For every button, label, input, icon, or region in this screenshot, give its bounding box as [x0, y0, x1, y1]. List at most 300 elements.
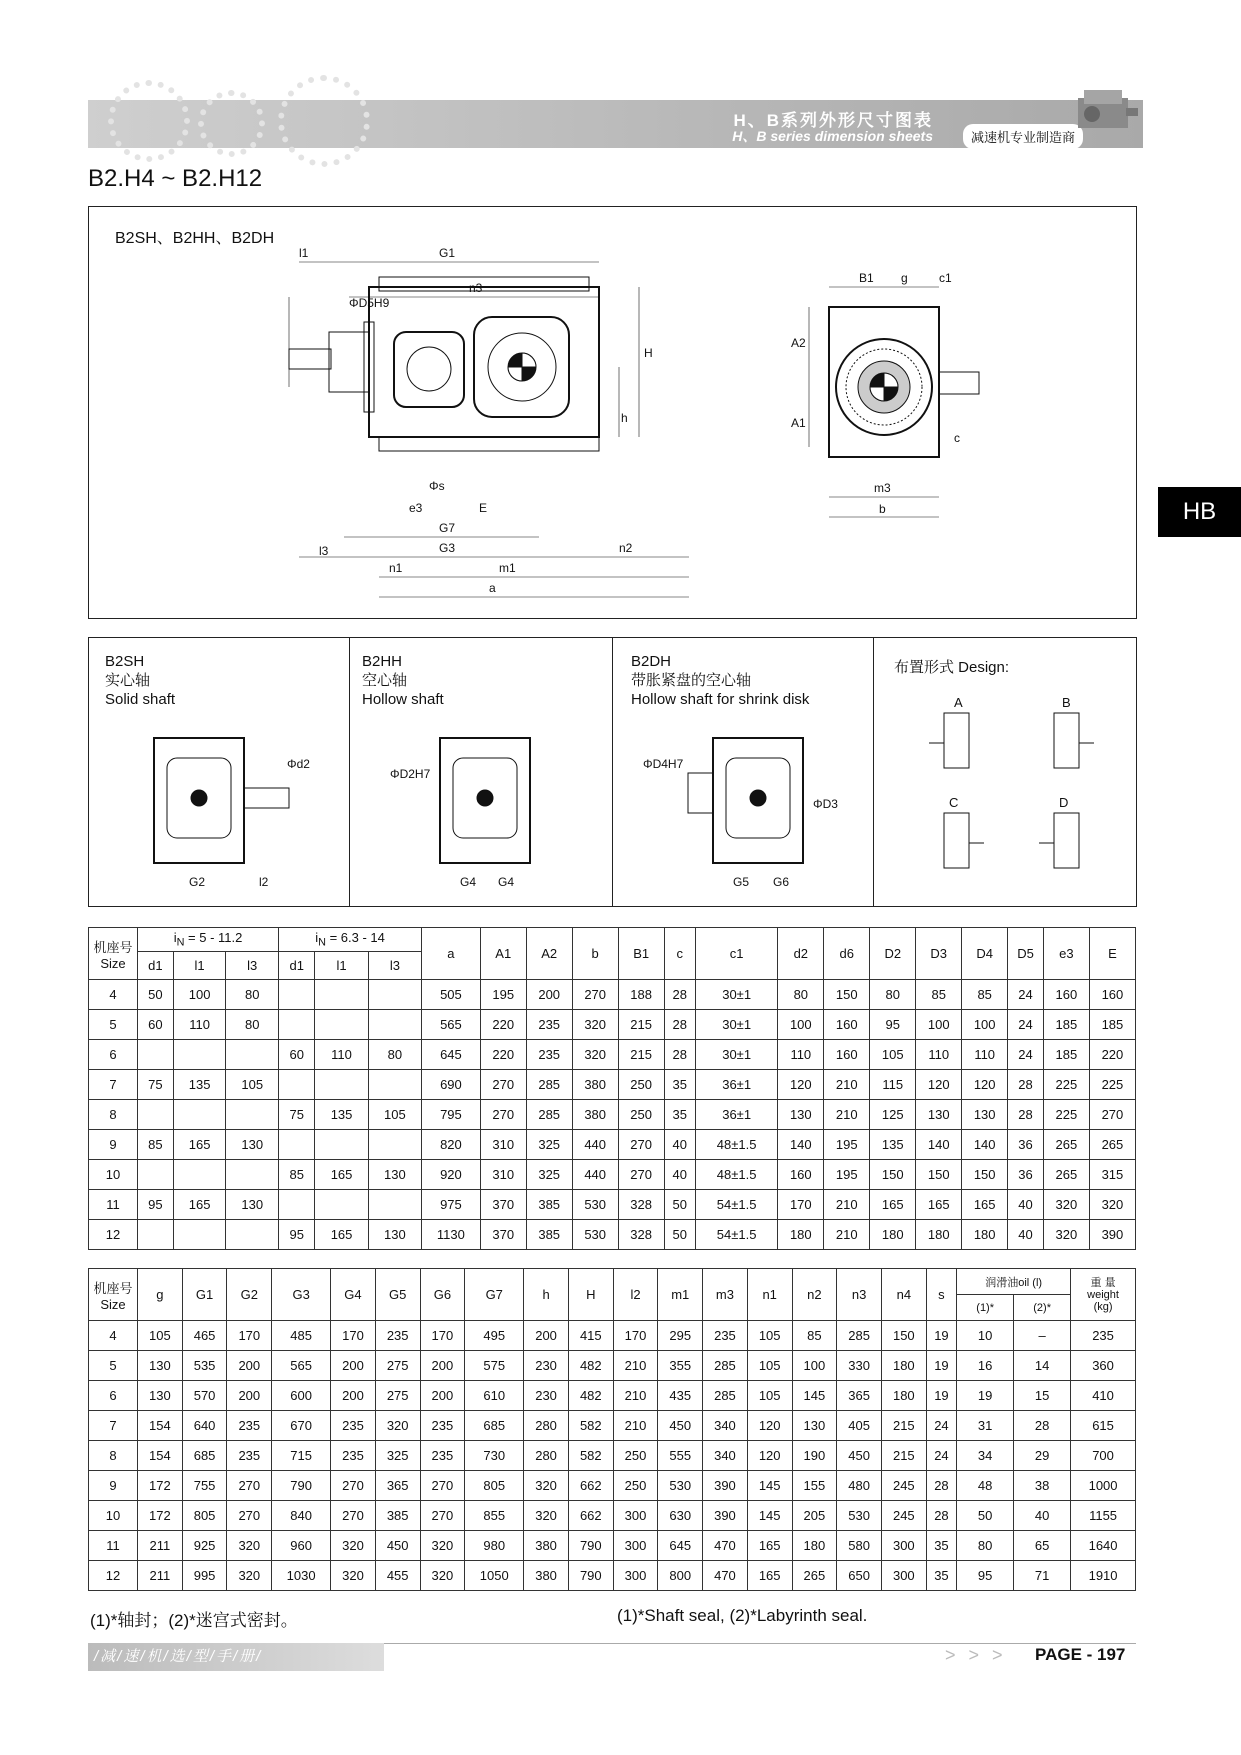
table-cell: 80 — [226, 1010, 279, 1040]
table-cell: 280 — [524, 1411, 569, 1441]
table-cell: 19 — [926, 1321, 956, 1351]
table-cell: 15 — [1014, 1381, 1071, 1411]
column-header: G4 — [331, 1269, 376, 1321]
table-cell: 150 — [962, 1160, 1008, 1190]
table-cell: 225 — [1089, 1070, 1135, 1100]
table-cell: 130 — [368, 1220, 421, 1250]
table-cell: 280 — [524, 1441, 569, 1471]
table-cell: 145 — [747, 1471, 792, 1501]
oil-header: 润滑油oil (l) — [957, 1269, 1071, 1295]
size-cell: 9 — [89, 1130, 138, 1160]
variant-code: B2SH — [105, 653, 145, 670]
table-cell: 185 — [1043, 1040, 1089, 1070]
table-cell — [368, 1010, 421, 1040]
column-header: D5 — [1008, 928, 1044, 980]
table-cell: 40 — [1008, 1220, 1044, 1250]
table-cell: 205 — [792, 1501, 837, 1531]
table-cell: 36±1 — [695, 1070, 777, 1100]
design-option-d: D — [1059, 795, 1069, 810]
svg-text:Φd2: Φd2 — [287, 757, 310, 771]
column-header: s — [926, 1269, 956, 1321]
table-cell: 190 — [792, 1441, 837, 1471]
column-header: G6 — [420, 1269, 465, 1321]
table-cell: 220 — [480, 1040, 526, 1070]
table-cell: 265 — [1043, 1160, 1089, 1190]
table-cell: 120 — [778, 1070, 824, 1100]
table-cell: 165 — [315, 1160, 368, 1190]
svg-text:E: E — [479, 501, 488, 515]
weight-header — [1071, 1269, 1136, 1321]
table-cell: 285 — [703, 1351, 748, 1381]
table-cell: 265 — [1089, 1130, 1135, 1160]
table-cell: 340 — [703, 1411, 748, 1441]
table-cell: 75 — [279, 1100, 315, 1130]
table-cell — [315, 980, 368, 1010]
sub-header: l3 — [226, 952, 279, 980]
table-row — [89, 1501, 1136, 1531]
table-cell: 530 — [658, 1471, 703, 1501]
column-header: h — [524, 1269, 569, 1321]
table-cell: 28 — [926, 1501, 956, 1531]
table-cell: 405 — [837, 1411, 882, 1441]
design-option-a: A — [954, 695, 963, 710]
table-cell: 270 — [618, 1130, 664, 1160]
table-cell — [315, 1130, 368, 1160]
table-cell: 960 — [272, 1531, 331, 1561]
svg-text:G4: G4 — [460, 875, 477, 889]
table-cell: 650 — [837, 1561, 882, 1591]
table-cell — [315, 1190, 368, 1220]
table-cell: 215 — [881, 1441, 926, 1471]
table-cell: 160 — [824, 1040, 870, 1070]
table-cell — [315, 1070, 368, 1100]
table-cell: 530 — [837, 1501, 882, 1531]
column-header: l2 — [613, 1269, 658, 1321]
table-cell: 580 — [837, 1531, 882, 1561]
table-cell: 328 — [618, 1220, 664, 1250]
table-cell: 170 — [613, 1321, 658, 1351]
table-cell: 800 — [658, 1561, 703, 1591]
table-cell: 480 — [837, 1471, 882, 1501]
table-cell: 310 — [480, 1160, 526, 1190]
table-cell: 320 — [1043, 1220, 1089, 1250]
table-cell: 220 — [480, 1010, 526, 1040]
table-cell: 245 — [881, 1501, 926, 1531]
svg-text:A1: A1 — [791, 416, 806, 430]
table-cell: 170 — [778, 1190, 824, 1220]
svg-text:ΦD3: ΦD3 — [813, 797, 838, 811]
page-number: PAGE - 197 — [1035, 1645, 1126, 1664]
table-cell — [315, 1010, 368, 1040]
table-cell: 160 — [778, 1160, 824, 1190]
svg-text:G3: G3 — [439, 541, 456, 555]
table-cell — [279, 980, 315, 1010]
table-row — [89, 1100, 1136, 1130]
table-cell: 180 — [870, 1220, 916, 1250]
table-cell: 172 — [138, 1471, 183, 1501]
table-cell: 34 — [957, 1441, 1014, 1471]
table-cell: 685 — [182, 1441, 227, 1471]
table-cell: 100 — [792, 1351, 837, 1381]
table-cell: 100 — [778, 1010, 824, 1040]
table-cell: 135 — [173, 1070, 226, 1100]
table-cell — [368, 1070, 421, 1100]
table-row — [89, 1040, 1136, 1070]
table-cell: 19 — [926, 1351, 956, 1381]
table-cell: 235 — [1071, 1321, 1136, 1351]
svg-text:l1: l1 — [299, 246, 309, 260]
table-cell: 110 — [315, 1040, 368, 1070]
size-cell: 4 — [89, 980, 138, 1010]
svg-text:m3: m3 — [874, 481, 891, 495]
table-cell: 135 — [315, 1100, 368, 1130]
table-row — [89, 980, 1136, 1010]
column-header: G3 — [272, 1269, 331, 1321]
drawing-label: B2SH、B2HH、B2DH — [115, 230, 275, 247]
table-cell: 105 — [368, 1100, 421, 1130]
table-cell: 85 — [962, 980, 1008, 1010]
manufacturer-badge: 减速机专业制造商 — [963, 124, 1083, 149]
table-cell: 235 — [420, 1441, 465, 1471]
table-cell: 415 — [568, 1321, 613, 1351]
table-row — [89, 1070, 1136, 1100]
size-cell: 8 — [89, 1100, 138, 1130]
table-cell: 645 — [658, 1531, 703, 1561]
table-cell: 465 — [182, 1321, 227, 1351]
table-cell: 300 — [613, 1531, 658, 1561]
svg-text:G7: G7 — [439, 521, 456, 535]
ratio-range: = 6.3 - 14 — [325, 930, 385, 946]
table-cell: 110 — [778, 1040, 824, 1070]
table-cell: 975 — [422, 1190, 481, 1220]
table-cell: 320 — [331, 1531, 376, 1561]
table-cell: 690 — [422, 1070, 481, 1100]
table-cell: 210 — [613, 1411, 658, 1441]
table-cell: 130 — [138, 1381, 183, 1411]
table-row — [89, 1561, 1136, 1591]
design-option-c: C — [949, 795, 959, 810]
ratio-group-2-header — [279, 928, 422, 952]
table-cell: 110 — [962, 1040, 1008, 1070]
table-cell: 925 — [182, 1531, 227, 1561]
table-cell: 235 — [526, 1040, 572, 1070]
table-cell: 180 — [881, 1381, 926, 1411]
table-cell: 582 — [568, 1411, 613, 1441]
table-cell: 265 — [792, 1561, 837, 1591]
column-header: B1 — [618, 928, 664, 980]
table-cell: 24 — [1008, 1010, 1044, 1040]
table-cell: 145 — [792, 1381, 837, 1411]
table-cell: 188 — [618, 980, 664, 1010]
table-cell: 80 — [778, 980, 824, 1010]
table-cell: 35 — [926, 1531, 956, 1561]
design-option-b: B — [1062, 695, 1071, 710]
table-cell: 250 — [613, 1471, 658, 1501]
size-cell: 9 — [89, 1471, 138, 1501]
table-cell: 28 — [1014, 1411, 1071, 1441]
table-cell: 211 — [138, 1531, 183, 1561]
table-cell: 320 — [524, 1501, 569, 1531]
table-cell — [173, 1220, 226, 1250]
table-cell: 16 — [957, 1351, 1014, 1381]
sub-header: d1 — [279, 952, 315, 980]
table-cell: 155 — [792, 1471, 837, 1501]
table-cell: 105 — [747, 1321, 792, 1351]
table-cell: 270 — [227, 1501, 272, 1531]
table-cell: 270 — [618, 1160, 664, 1190]
table-cell: 355 — [658, 1351, 703, 1381]
table-cell: 385 — [375, 1501, 420, 1531]
size-cell: 6 — [89, 1381, 138, 1411]
svg-text:G4: G4 — [498, 875, 515, 889]
table-cell: 715 — [272, 1441, 331, 1471]
table-cell: 320 — [572, 1010, 618, 1040]
variant-name-en: Hollow shaft for shrink disk — [631, 691, 810, 708]
svg-text:g: g — [901, 271, 908, 285]
table-cell: 80 — [870, 980, 916, 1010]
table-cell: 28 — [664, 1010, 695, 1040]
table-cell: 662 — [568, 1501, 613, 1531]
table-cell: 36±1 — [695, 1100, 777, 1130]
table-row — [89, 1160, 1136, 1190]
table-cell: 200 — [331, 1351, 376, 1381]
table-cell: 265 — [1043, 1130, 1089, 1160]
table-cell: 195 — [824, 1160, 870, 1190]
dimension-table-1 — [88, 927, 1136, 1250]
table-cell: 270 — [480, 1070, 526, 1100]
table-cell: 28 — [1008, 1100, 1044, 1130]
svg-text:G1: G1 — [439, 246, 456, 260]
table-cell: 805 — [182, 1501, 227, 1531]
table-cell — [173, 1100, 226, 1130]
svg-text:l3: l3 — [319, 544, 329, 558]
table-row — [89, 1531, 1136, 1561]
table-cell: 582 — [568, 1441, 613, 1471]
variant-name-cn: 空心轴 — [362, 672, 408, 689]
table-row — [89, 1471, 1136, 1501]
table-cell: 120 — [747, 1441, 792, 1471]
table-cell — [138, 1220, 174, 1250]
table-cell: 380 — [572, 1070, 618, 1100]
table-cell: 450 — [658, 1411, 703, 1441]
column-header: n4 — [881, 1269, 926, 1321]
table-cell: 145 — [747, 1501, 792, 1531]
table-cell: 328 — [618, 1190, 664, 1220]
table-cell: 470 — [703, 1531, 748, 1561]
table-cell: 48 — [957, 1471, 1014, 1501]
table-cell: 185 — [1043, 1010, 1089, 1040]
table-cell: 110 — [173, 1010, 226, 1040]
table-cell: 275 — [375, 1381, 420, 1411]
svg-text:e3: e3 — [409, 501, 423, 515]
table-cell: 172 — [138, 1501, 183, 1531]
table-cell: 235 — [526, 1010, 572, 1040]
table-cell: 365 — [375, 1471, 420, 1501]
table-cell: 30±1 — [695, 980, 777, 1010]
weight-label-en: weight — [1087, 1288, 1119, 1301]
table-row — [89, 1441, 1136, 1471]
table-cell: 80 — [226, 980, 279, 1010]
main-drawing-panel — [88, 206, 1137, 619]
header-title-cn: H、B系列外形尺寸图表 — [733, 111, 933, 130]
table-cell: 275 — [375, 1351, 420, 1381]
size-header — [89, 928, 138, 980]
table-cell: 320 — [227, 1531, 272, 1561]
table-cell: 165 — [747, 1531, 792, 1561]
table-cell — [226, 1220, 279, 1250]
table-cell: 325 — [526, 1130, 572, 1160]
table-cell: 200 — [420, 1381, 465, 1411]
table-cell: 310 — [480, 1130, 526, 1160]
table-cell: 270 — [227, 1471, 272, 1501]
model-range-title: B2.H4 ~ B2.H12 — [88, 165, 263, 192]
table-cell: 35 — [926, 1561, 956, 1591]
table-cell: 795 — [422, 1100, 481, 1130]
svg-text:b: b — [879, 502, 886, 516]
svg-text:B1: B1 — [859, 271, 874, 285]
table-row — [89, 1351, 1136, 1381]
table-cell: 10 — [957, 1321, 1014, 1351]
table-cell: 105 — [138, 1321, 183, 1351]
table-cell: 300 — [881, 1531, 926, 1561]
table-1-body — [89, 980, 1136, 1250]
svg-text:H: H — [644, 346, 653, 360]
table-cell: 19 — [926, 1381, 956, 1411]
table-cell: 130 — [778, 1100, 824, 1130]
svg-text:n3: n3 — [469, 281, 483, 295]
table-cell: 685 — [465, 1411, 524, 1441]
table-cell: 235 — [375, 1321, 420, 1351]
table-cell: 470 — [703, 1561, 748, 1591]
variant-code: B2DH — [631, 653, 672, 670]
table-cell: 300 — [881, 1561, 926, 1591]
table-cell: 390 — [703, 1501, 748, 1531]
variant-name-en: Hollow shaft — [362, 691, 444, 708]
table-cell: 570 — [182, 1381, 227, 1411]
header-title-en: H、B series dimension sheets — [732, 128, 933, 144]
gear-decoration-icon — [278, 75, 370, 167]
table-cell: 160 — [824, 1010, 870, 1040]
table-cell: 630 — [658, 1501, 703, 1531]
table-cell: 855 — [465, 1501, 524, 1531]
table-cell: 575 — [465, 1351, 524, 1381]
column-header: A1 — [480, 928, 526, 980]
table-cell: 235 — [331, 1441, 376, 1471]
table-cell: 28 — [664, 980, 695, 1010]
ratio-symbol: i — [315, 930, 319, 946]
size-cell: 10 — [89, 1501, 138, 1531]
table-cell: 165 — [173, 1190, 226, 1220]
table-cell: 165 — [916, 1190, 962, 1220]
table-cell: 450 — [837, 1441, 882, 1471]
table-cell: 200 — [420, 1351, 465, 1381]
table-cell: 300 — [613, 1561, 658, 1591]
size-cell: 11 — [89, 1190, 138, 1220]
table-cell: 125 — [870, 1100, 916, 1130]
table-cell: 135 — [870, 1130, 916, 1160]
table-cell — [279, 1070, 315, 1100]
table-cell: 80 — [957, 1531, 1014, 1561]
table-cell: 180 — [778, 1220, 824, 1250]
table-cell: 200 — [227, 1381, 272, 1411]
table-cell: 48±1.5 — [695, 1160, 777, 1190]
table-cell: 50 — [664, 1190, 695, 1220]
table-cell: 154 — [138, 1441, 183, 1471]
table-cell: 48±1.5 — [695, 1130, 777, 1160]
table-cell: 440 — [572, 1130, 618, 1160]
table-row — [89, 1220, 1136, 1250]
table-cell: 165 — [315, 1220, 368, 1250]
variant-name-cn: 实心轴 — [105, 672, 151, 689]
table-row — [89, 1321, 1136, 1351]
table-cell: 300 — [613, 1501, 658, 1531]
column-header: D4 — [962, 928, 1008, 980]
table-cell: 100 — [173, 980, 226, 1010]
table-cell: 35 — [664, 1100, 695, 1130]
table-cell — [226, 1160, 279, 1190]
footnote-en: (1)*Shaft seal, (2)*Labyrinth seal. — [617, 1606, 868, 1625]
table-cell — [226, 1100, 279, 1130]
table-cell: 200 — [524, 1321, 569, 1351]
table-cell: 615 — [1071, 1411, 1136, 1441]
column-header: H — [568, 1269, 613, 1321]
table-cell: 495 — [465, 1321, 524, 1351]
table-cell: 645 — [422, 1040, 481, 1070]
table-cell: 160 — [1043, 980, 1089, 1010]
table-cell: 295 — [658, 1321, 703, 1351]
svg-text:c: c — [954, 431, 960, 445]
table-cell: 210 — [824, 1190, 870, 1220]
table-cell: 200 — [526, 980, 572, 1010]
table-cell: 180 — [916, 1220, 962, 1250]
variant-panel-shrink-disk — [612, 637, 875, 907]
table-cell: 820 — [422, 1130, 481, 1160]
column-header: m3 — [703, 1269, 748, 1321]
table-cell: 565 — [272, 1351, 331, 1381]
table-cell: 40 — [664, 1160, 695, 1190]
table-cell: 185 — [1089, 1010, 1135, 1040]
table-cell: 140 — [962, 1130, 1008, 1160]
svg-text:c1: c1 — [939, 271, 952, 285]
table-cell: 195 — [480, 980, 526, 1010]
table-cell: 150 — [824, 980, 870, 1010]
table-cell: 285 — [837, 1321, 882, 1351]
table-cell: 105 — [747, 1351, 792, 1381]
table-cell: 920 — [422, 1160, 481, 1190]
table-cell — [279, 1190, 315, 1220]
table-cell: 440 — [572, 1160, 618, 1190]
column-header: a — [422, 928, 481, 980]
table-cell: 50 — [664, 1220, 695, 1250]
column-header: n2 — [792, 1269, 837, 1321]
gear-decoration-icon — [198, 90, 265, 157]
table-row — [89, 1411, 1136, 1441]
table-cell: 210 — [824, 1220, 870, 1250]
table-cell: 130 — [792, 1411, 837, 1441]
gear-decoration-icon — [108, 80, 190, 162]
table-row — [89, 1190, 1136, 1220]
svg-text:Φs: Φs — [429, 479, 445, 493]
column-header: c — [664, 928, 695, 980]
table-cell: 60 — [279, 1040, 315, 1070]
size-label-en: Size — [100, 955, 126, 971]
table-cell: 285 — [526, 1100, 572, 1130]
svg-text:n1: n1 — [389, 561, 403, 575]
size-label-en: Size — [100, 1296, 126, 1312]
table-cell: 320 — [524, 1471, 569, 1501]
table-cell: 215 — [881, 1411, 926, 1441]
column-header: c1 — [695, 928, 777, 980]
